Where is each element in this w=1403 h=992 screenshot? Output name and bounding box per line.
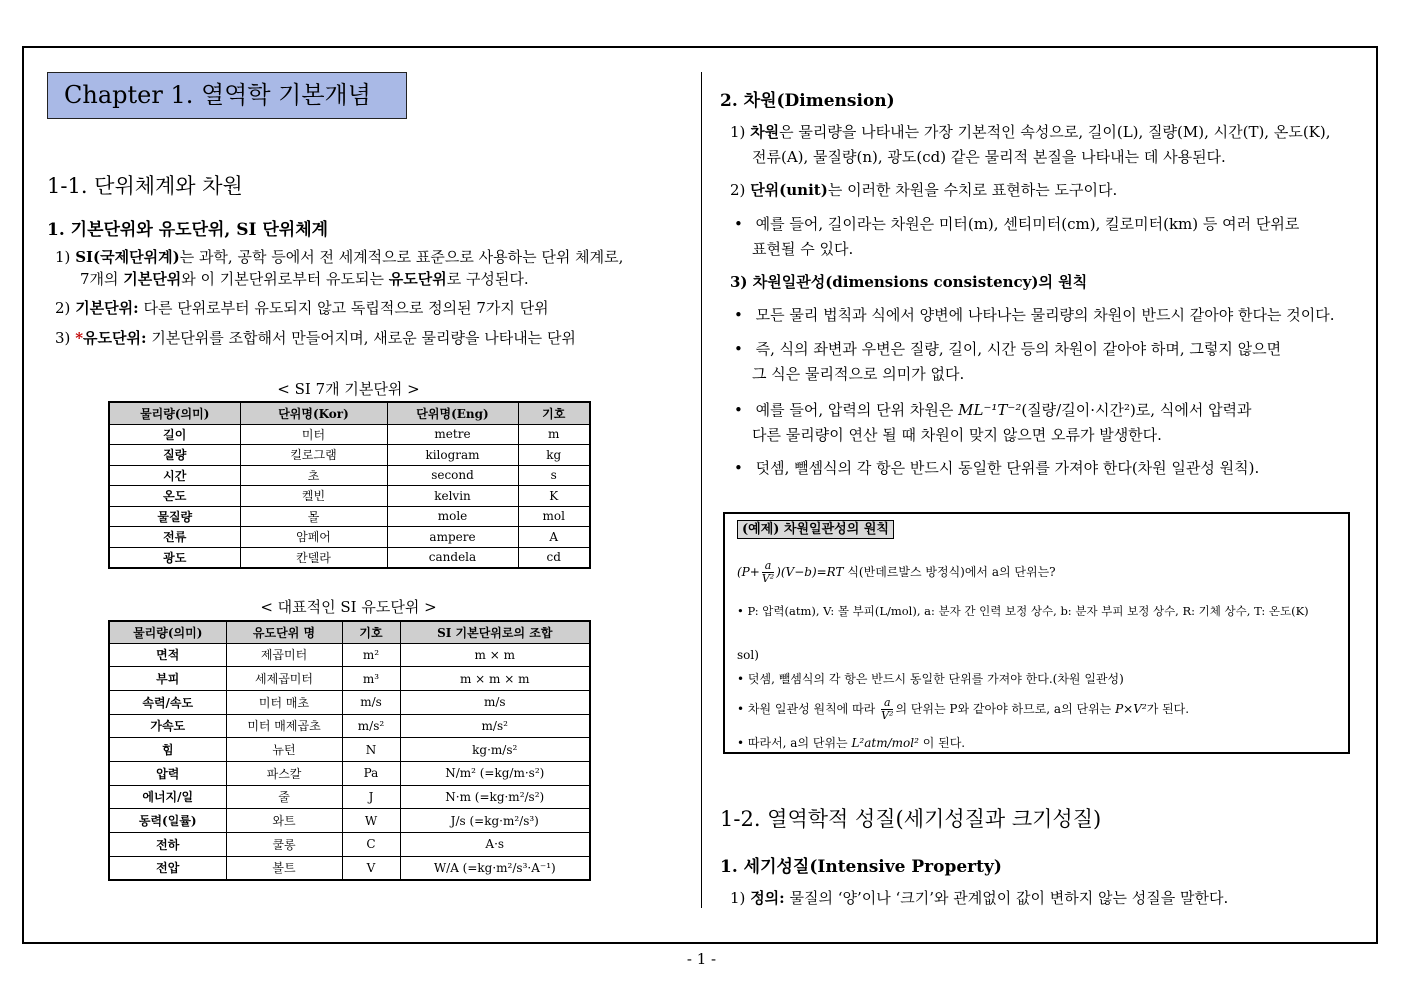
table-cell: 면적 bbox=[109, 643, 226, 667]
table-cell: 동력(일률) bbox=[109, 809, 226, 833]
column-header: SI 기본단위로의 조합 bbox=[400, 621, 590, 643]
column-header: 물리량(의미) bbox=[109, 402, 240, 424]
table-cell: C bbox=[342, 833, 400, 857]
example-title: (예제) 차원일관성의 원칙 bbox=[737, 520, 894, 539]
subsection-title-intensive: 1. 세기성질(Intensive Property) bbox=[720, 857, 1002, 877]
table-row bbox=[109, 465, 590, 486]
table-cell: 시간 bbox=[109, 465, 240, 486]
term-base-unit: 기본단위 bbox=[123, 270, 182, 288]
table-row bbox=[109, 527, 590, 548]
table-cell: 미터 매초 bbox=[226, 690, 342, 714]
si-base-units-table bbox=[108, 401, 591, 569]
table-cell: 쿨롱 bbox=[226, 833, 342, 857]
table-cell: kelvin bbox=[387, 486, 518, 507]
text: 이 된다. bbox=[918, 736, 966, 750]
table-cell: m/s² bbox=[342, 714, 400, 738]
table-row bbox=[109, 833, 590, 857]
table-cell: kg bbox=[518, 445, 590, 466]
text: 는 과학, 공학 등에서 전 세계적으로 표준으로 사용하는 단위 체계로, bbox=[179, 248, 624, 266]
table-cell: 볼트 bbox=[226, 856, 342, 880]
table-cell: 몰 bbox=[240, 506, 387, 527]
item-number: 1) bbox=[55, 248, 71, 266]
column-header: 유도단위 명 bbox=[226, 621, 342, 643]
eq-left: (P+ bbox=[737, 565, 760, 579]
example-variables: • P: 압력(atm), V: 몰 부피(L/mol), a: 분자 간 인력 보정 상수, b: 분자 부피 보정 상수, R: 기체 상수, T: 온도(K) bbox=[737, 604, 1309, 618]
denominator: V² bbox=[881, 709, 894, 722]
table-cell: W/A (=kg·m²/s³·A⁻¹) bbox=[400, 856, 590, 880]
table-cell: W bbox=[342, 809, 400, 833]
table-cell: 켈빈 bbox=[240, 486, 387, 507]
bullet-consistency-4 bbox=[734, 456, 1259, 480]
text: (질량/길이·시간²)로, 식에서 압력과 bbox=[1021, 401, 1252, 419]
section-title-1-2: 1-2. 열역학적 성질(세기성질과 크기성질) bbox=[720, 807, 1102, 831]
eq-right: )(V−b)=RT bbox=[776, 565, 844, 579]
bullet-consistency-2-line2: 그 식은 물리적으로 의미가 없다. bbox=[752, 365, 965, 383]
numerator: a bbox=[764, 559, 772, 572]
table-cell: 미터 bbox=[240, 424, 387, 445]
subsection-label: 2. 차원(Dimension) bbox=[720, 91, 895, 111]
table-cell: candela bbox=[387, 547, 518, 568]
example-sol-line1: • 덧셈, 뺄셈식의 각 항은 반드시 동일한 단위를 가져야 한다.(차원 일관성) bbox=[737, 672, 1124, 686]
text: 의 단위는 P와 같아야 하므로, a의 단위는 bbox=[895, 702, 1116, 716]
paragraph-unit bbox=[730, 178, 1117, 202]
table-cell: K bbox=[518, 486, 590, 507]
text: • 차원 일관성 원칙에 따라 bbox=[737, 702, 880, 716]
table-cell: m/s² bbox=[400, 714, 590, 738]
table-cell: 힘 bbox=[109, 738, 226, 762]
table-cell: N bbox=[342, 738, 400, 762]
bullet-consistency-3-line2: 다른 물리량이 연산 될 때 차원이 맞지 않으면 오류가 발생한다. bbox=[752, 426, 1162, 444]
table-cell: mol bbox=[518, 506, 590, 527]
table-cell: 킬로그램 bbox=[240, 445, 387, 466]
table-cell: 칸델라 bbox=[240, 547, 387, 568]
table-cell: 전하 bbox=[109, 833, 226, 857]
table-row bbox=[109, 761, 590, 785]
example-box bbox=[723, 512, 1350, 754]
bullet-consistency-2-line1 bbox=[734, 337, 1281, 361]
table-row bbox=[109, 667, 590, 691]
column-header: 단위명(Kor) bbox=[240, 402, 387, 424]
paragraph-derived-unit bbox=[55, 326, 576, 350]
table-cell: V bbox=[342, 856, 400, 880]
column-header: 물리량(의미) bbox=[109, 621, 226, 643]
term-si: SI(국제단위계) bbox=[75, 248, 180, 266]
math-p-times-v2: P×V² bbox=[1115, 702, 1147, 716]
table-cell: 부피 bbox=[109, 667, 226, 691]
table-cell: J/s (=kg·m²/s³) bbox=[400, 809, 590, 833]
table-cell: s bbox=[518, 465, 590, 486]
bullet: • bbox=[734, 340, 743, 358]
table-cell: 암페어 bbox=[240, 527, 387, 548]
example-sol-line3 bbox=[737, 734, 965, 751]
table-cell: 세제곱미터 bbox=[226, 667, 342, 691]
table-cell: 제곱미터 bbox=[226, 643, 342, 667]
table-cell: A bbox=[518, 527, 590, 548]
consistency-title bbox=[730, 270, 1087, 294]
table-cell: 물질량 bbox=[109, 506, 240, 527]
paragraph-base-unit bbox=[55, 296, 549, 320]
text: 가 된다. bbox=[1146, 702, 1190, 716]
table-cell: m × m bbox=[400, 643, 590, 667]
table-cell: kg·m/s² bbox=[400, 738, 590, 762]
text: 덧셈, 뺄셈식의 각 항은 반드시 동일한 단위를 가져야 한다(차원 일관성 원칙). bbox=[755, 459, 1260, 477]
column-header: 기호 bbox=[518, 402, 590, 424]
paragraph-intensive-definition bbox=[730, 886, 1228, 910]
table-cell: 파스칼 bbox=[226, 761, 342, 785]
text: 로 구성된다. bbox=[446, 270, 529, 288]
table-row bbox=[109, 506, 590, 527]
bullet-unit-example-line1 bbox=[734, 212, 1299, 236]
text: 기본단위를 조합해서 만들어지며, 새로운 물리량을 나타내는 단위 bbox=[146, 329, 576, 347]
paragraph-si-line2 bbox=[80, 267, 529, 291]
table-row bbox=[109, 643, 590, 667]
numerator: a bbox=[883, 696, 891, 709]
bullet-consistency-1 bbox=[734, 303, 1335, 327]
term-derived-unit: 유도단위: bbox=[83, 329, 147, 347]
table-row bbox=[109, 486, 590, 507]
text: 예를 들어, 길이라는 차원은 미터(m), 센티미터(cm), 킬로미터(km) 등 여러 단위로 bbox=[755, 215, 1300, 233]
bullet-unit-example-line2: 표현될 수 있다. bbox=[752, 240, 854, 258]
table-cell: 줄 bbox=[226, 785, 342, 809]
term-derived-unit: 유도단위 bbox=[388, 270, 447, 288]
math-pressure-dimension: ML⁻¹T⁻² bbox=[958, 401, 1022, 419]
table-cell: second bbox=[387, 465, 518, 486]
consistency-title-text: 3) 차원일관성(dimensions consistency)의 원칙 bbox=[730, 273, 1088, 291]
text: 모든 물리 법칙과 식에서 양변에 나타나는 물리량의 차원이 반드시 같아야 한다는 것이다. bbox=[755, 306, 1335, 324]
table-cell: 속력/속도 bbox=[109, 690, 226, 714]
table-cell: 전압 bbox=[109, 856, 226, 880]
table-row bbox=[109, 445, 590, 466]
table-row bbox=[109, 424, 590, 445]
table-cell: A·s bbox=[400, 833, 590, 857]
text: • 따라서, a의 단위는 bbox=[737, 736, 852, 750]
item-number: 2) bbox=[730, 181, 746, 199]
text: 은 물리량을 나타내는 가장 기본적인 속성으로, 길이(L), 질량(M), 시간(T), 온도(K), bbox=[779, 123, 1331, 141]
item-number: 2) bbox=[55, 299, 71, 317]
bullet: • bbox=[734, 459, 743, 477]
eq-text: 식(반데르발스 방정식)에서 a의 단위는? bbox=[843, 565, 1056, 579]
table-row bbox=[109, 856, 590, 880]
table-cell: m × m × m bbox=[400, 667, 590, 691]
math-a-unit: L²atm/mol² bbox=[851, 736, 919, 750]
denominator: V² bbox=[761, 572, 775, 585]
table-cell: mole bbox=[387, 506, 518, 527]
example-equation bbox=[737, 560, 1056, 585]
table-cell: 광도 bbox=[109, 547, 240, 568]
bullet-consistency-3-line1 bbox=[734, 398, 1252, 422]
column-header: 기호 bbox=[342, 621, 400, 643]
table2-caption: < 대표적인 SI 유도단위 > bbox=[260, 598, 437, 616]
column-header: 단위명(Eng) bbox=[387, 402, 518, 424]
table-cell: N/m² (=kg/m·s²) bbox=[400, 761, 590, 785]
table-cell: cd bbox=[518, 547, 590, 568]
table-cell: 와트 bbox=[226, 809, 342, 833]
text: 와 이 기본단위로부터 유도되는 bbox=[181, 270, 389, 288]
bullet: • bbox=[734, 401, 743, 419]
section-title-1-1: 1-1. 단위체계와 차원 bbox=[47, 174, 243, 198]
term-definition: 정의: bbox=[750, 889, 785, 907]
subsection-title-dimension bbox=[720, 86, 895, 111]
text: 는 이러한 차원을 수치로 표현하는 도구이다. bbox=[827, 181, 1118, 199]
table-cell: metre bbox=[387, 424, 518, 445]
text: 즉, 식의 좌변과 우변은 질량, 길이, 시간 등의 차원이 같아야 하며, 그렇지 않으면 bbox=[755, 340, 1282, 358]
table-cell: J bbox=[342, 785, 400, 809]
table-cell: ampere bbox=[387, 527, 518, 548]
table-cell: 압력 bbox=[109, 761, 226, 785]
item-number: 1) bbox=[730, 123, 746, 141]
table-row bbox=[109, 547, 590, 568]
subsection-title-base-units: 1. 기본단위와 유도단위, SI 단위체계 bbox=[47, 220, 329, 240]
text: 물질의 ‘양’이나 ‘크기’와 관계없이 값이 변하지 않는 성질을 말한다. bbox=[784, 889, 1229, 907]
chapter-title: Chapter 1. 열역학 기본개념 bbox=[47, 72, 407, 119]
column-divider bbox=[701, 72, 702, 908]
example-sol-label: sol) bbox=[737, 648, 759, 662]
item-number: 3) bbox=[55, 329, 71, 347]
table-row bbox=[109, 785, 590, 809]
paragraph-si-line1 bbox=[55, 245, 623, 269]
fraction-a-over-v2 bbox=[762, 560, 774, 585]
table-cell: 뉴턴 bbox=[226, 738, 342, 762]
table-cell: m bbox=[518, 424, 590, 445]
table-cell: 온도 bbox=[109, 486, 240, 507]
term-unit: 단위(unit) bbox=[750, 181, 828, 199]
table-cell: 길이 bbox=[109, 424, 240, 445]
table-row bbox=[109, 809, 590, 833]
table-header-row bbox=[109, 402, 590, 424]
paragraph-dimension-line1 bbox=[730, 120, 1331, 144]
paragraph-dimension-line2: 전류(A), 물질량(n), 광도(cd) 같은 물리적 본질을 나타내는 데 사용된다. bbox=[752, 148, 1226, 166]
table-row bbox=[109, 738, 590, 762]
table-cell: N·m (=kg·m²/s²) bbox=[400, 785, 590, 809]
table-cell: 미터 매제곱초 bbox=[226, 714, 342, 738]
bullet: • bbox=[734, 215, 743, 233]
table-cell: Pa bbox=[342, 761, 400, 785]
table-cell: m/s bbox=[342, 690, 400, 714]
table-cell: 질량 bbox=[109, 445, 240, 466]
table-row bbox=[109, 690, 590, 714]
fraction-a-over-v2 bbox=[881, 697, 893, 722]
table-cell: kilogram bbox=[387, 445, 518, 466]
item-number: 1) bbox=[730, 889, 746, 907]
star-mark: * bbox=[75, 329, 84, 347]
table-cell: 가속도 bbox=[109, 714, 226, 738]
table-cell: 초 bbox=[240, 465, 387, 486]
table-cell: 전류 bbox=[109, 527, 240, 548]
table-row bbox=[109, 714, 590, 738]
table-cell: m/s bbox=[400, 690, 590, 714]
term-dimension: 차원 bbox=[750, 123, 780, 141]
text: 예를 들어, 압력의 단위 차원은 bbox=[755, 401, 959, 419]
table-cell: 에너지/일 bbox=[109, 785, 226, 809]
table-cell: m³ bbox=[342, 667, 400, 691]
example-sol-line2 bbox=[737, 697, 1189, 722]
page-number: - 1 - bbox=[686, 950, 717, 968]
table1-caption: < SI 7개 기본단위 > bbox=[277, 380, 420, 398]
text: 다른 단위로부터 유도되지 않고 독립적으로 정의된 7가지 단위 bbox=[138, 299, 549, 317]
text: 7개의 bbox=[80, 270, 124, 288]
bullet: • bbox=[734, 306, 743, 324]
term-base-unit: 기본단위: bbox=[75, 299, 139, 317]
table-cell: m² bbox=[342, 643, 400, 667]
table-header-row bbox=[109, 621, 590, 643]
si-derived-units-table bbox=[108, 620, 591, 881]
